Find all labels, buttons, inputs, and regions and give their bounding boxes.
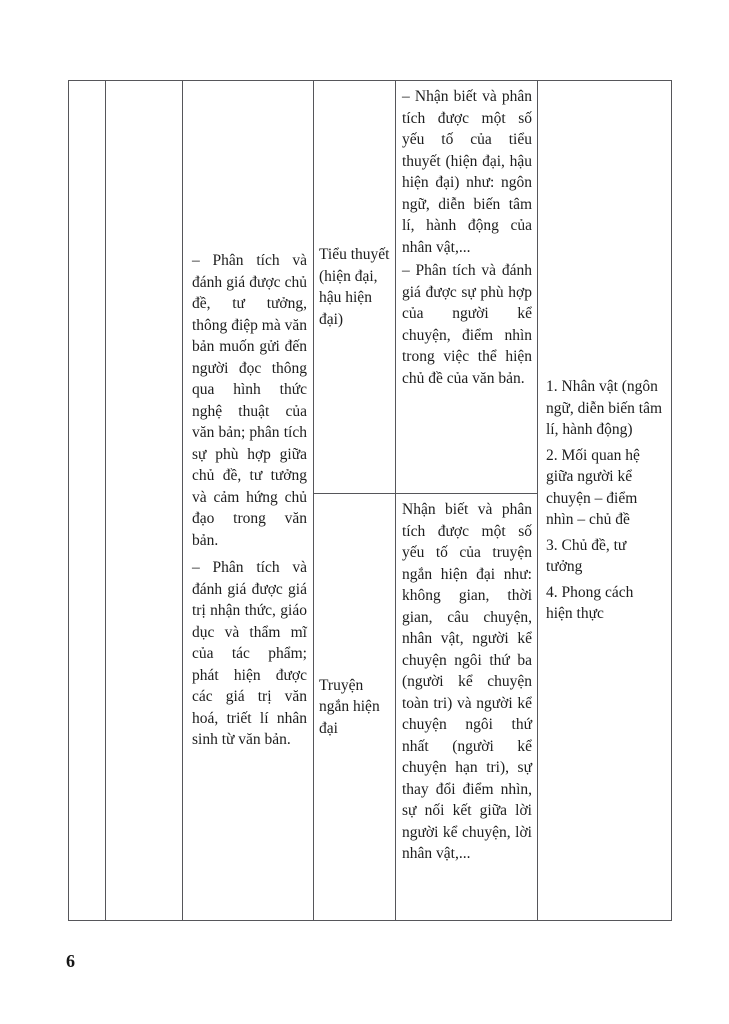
curriculum-table: [68, 80, 672, 921]
requirement-paragraph: Nhận biết và phân tích được một số yếu tố của truyện ngắn hiện đại như: không gian, thời gian, câu chuyện, nhân vật, người kể chuyện ngôi thứ ba (người kể chuyện toàn tri) và người kể chuyện ngôi thứ nhất (người kể chuyện hạn tri), sự thay đổi điểm nhìn, sự nối kết giữa lời người kể chuyện, lời nhân vật,...: [402, 501, 532, 862]
genre-label-novel: Tiểu thuyết (hiện đại, hậu hiện đại): [319, 246, 390, 328]
requirement-paragraph: – Nhận biết và phân tích được một số yếu tố của tiểu thuyết (hiện đại, hậu hiện đại) như: ngôn ngữ, diễn biến tâm lí, hành động của nhân vật,...: [402, 88, 532, 256]
table-cell-skills: [183, 81, 314, 920]
table-cell-spacer-2: [106, 81, 183, 920]
skills-paragraph: – Phân tích và đánh giá được giá trị nhận thức, giáo dục và thẩm mĩ của tác phẩm; phát hiện được các giá trị văn hoá, triết lí nhân sinh từ văn bản.: [192, 559, 307, 749]
table-cell-spacer-1: [69, 81, 106, 920]
table-cell-genre-novel: [314, 81, 396, 494]
table-cell-requirements-short-story: [396, 494, 538, 920]
knowledge-item: 3. Chủ đề, tư tưởng: [546, 536, 627, 576]
genre-label-short-story: Truyện ngắn hiện đại: [319, 676, 380, 737]
page-number: 6: [66, 951, 75, 971]
knowledge-item: 4. Phong cách hiện thực: [546, 583, 634, 623]
knowledge-item: 1. Nhân vật (ngôn ngữ, diễn biến tâm lí, hành động): [546, 378, 663, 439]
requirement-paragraph: – Phân tích và đánh giá được sự phù hợp của người kể chuyện, điểm nhìn trong việc thể hiện chủ đề của văn bản.: [402, 262, 532, 387]
table-cell-knowledge: [538, 81, 671, 920]
table-cell-genre-short-story: [314, 494, 396, 920]
knowledge-item: 2. Mối quan hệ giữa người kể chuyện – điểm nhìn – chủ đề: [546, 446, 640, 529]
skills-paragraph: – Phân tích và đánh giá được chủ đề, tư tưởng, thông điệp mà văn bản muốn gửi đến người đọc thông qua hình thức nghệ thuật của văn bản; phân tích sự phù hợp giữa chủ đề, tư tưởng và cảm hứng chủ đạo trong văn bản.: [192, 252, 307, 549]
table-cell-requirements-novel: [396, 81, 538, 494]
